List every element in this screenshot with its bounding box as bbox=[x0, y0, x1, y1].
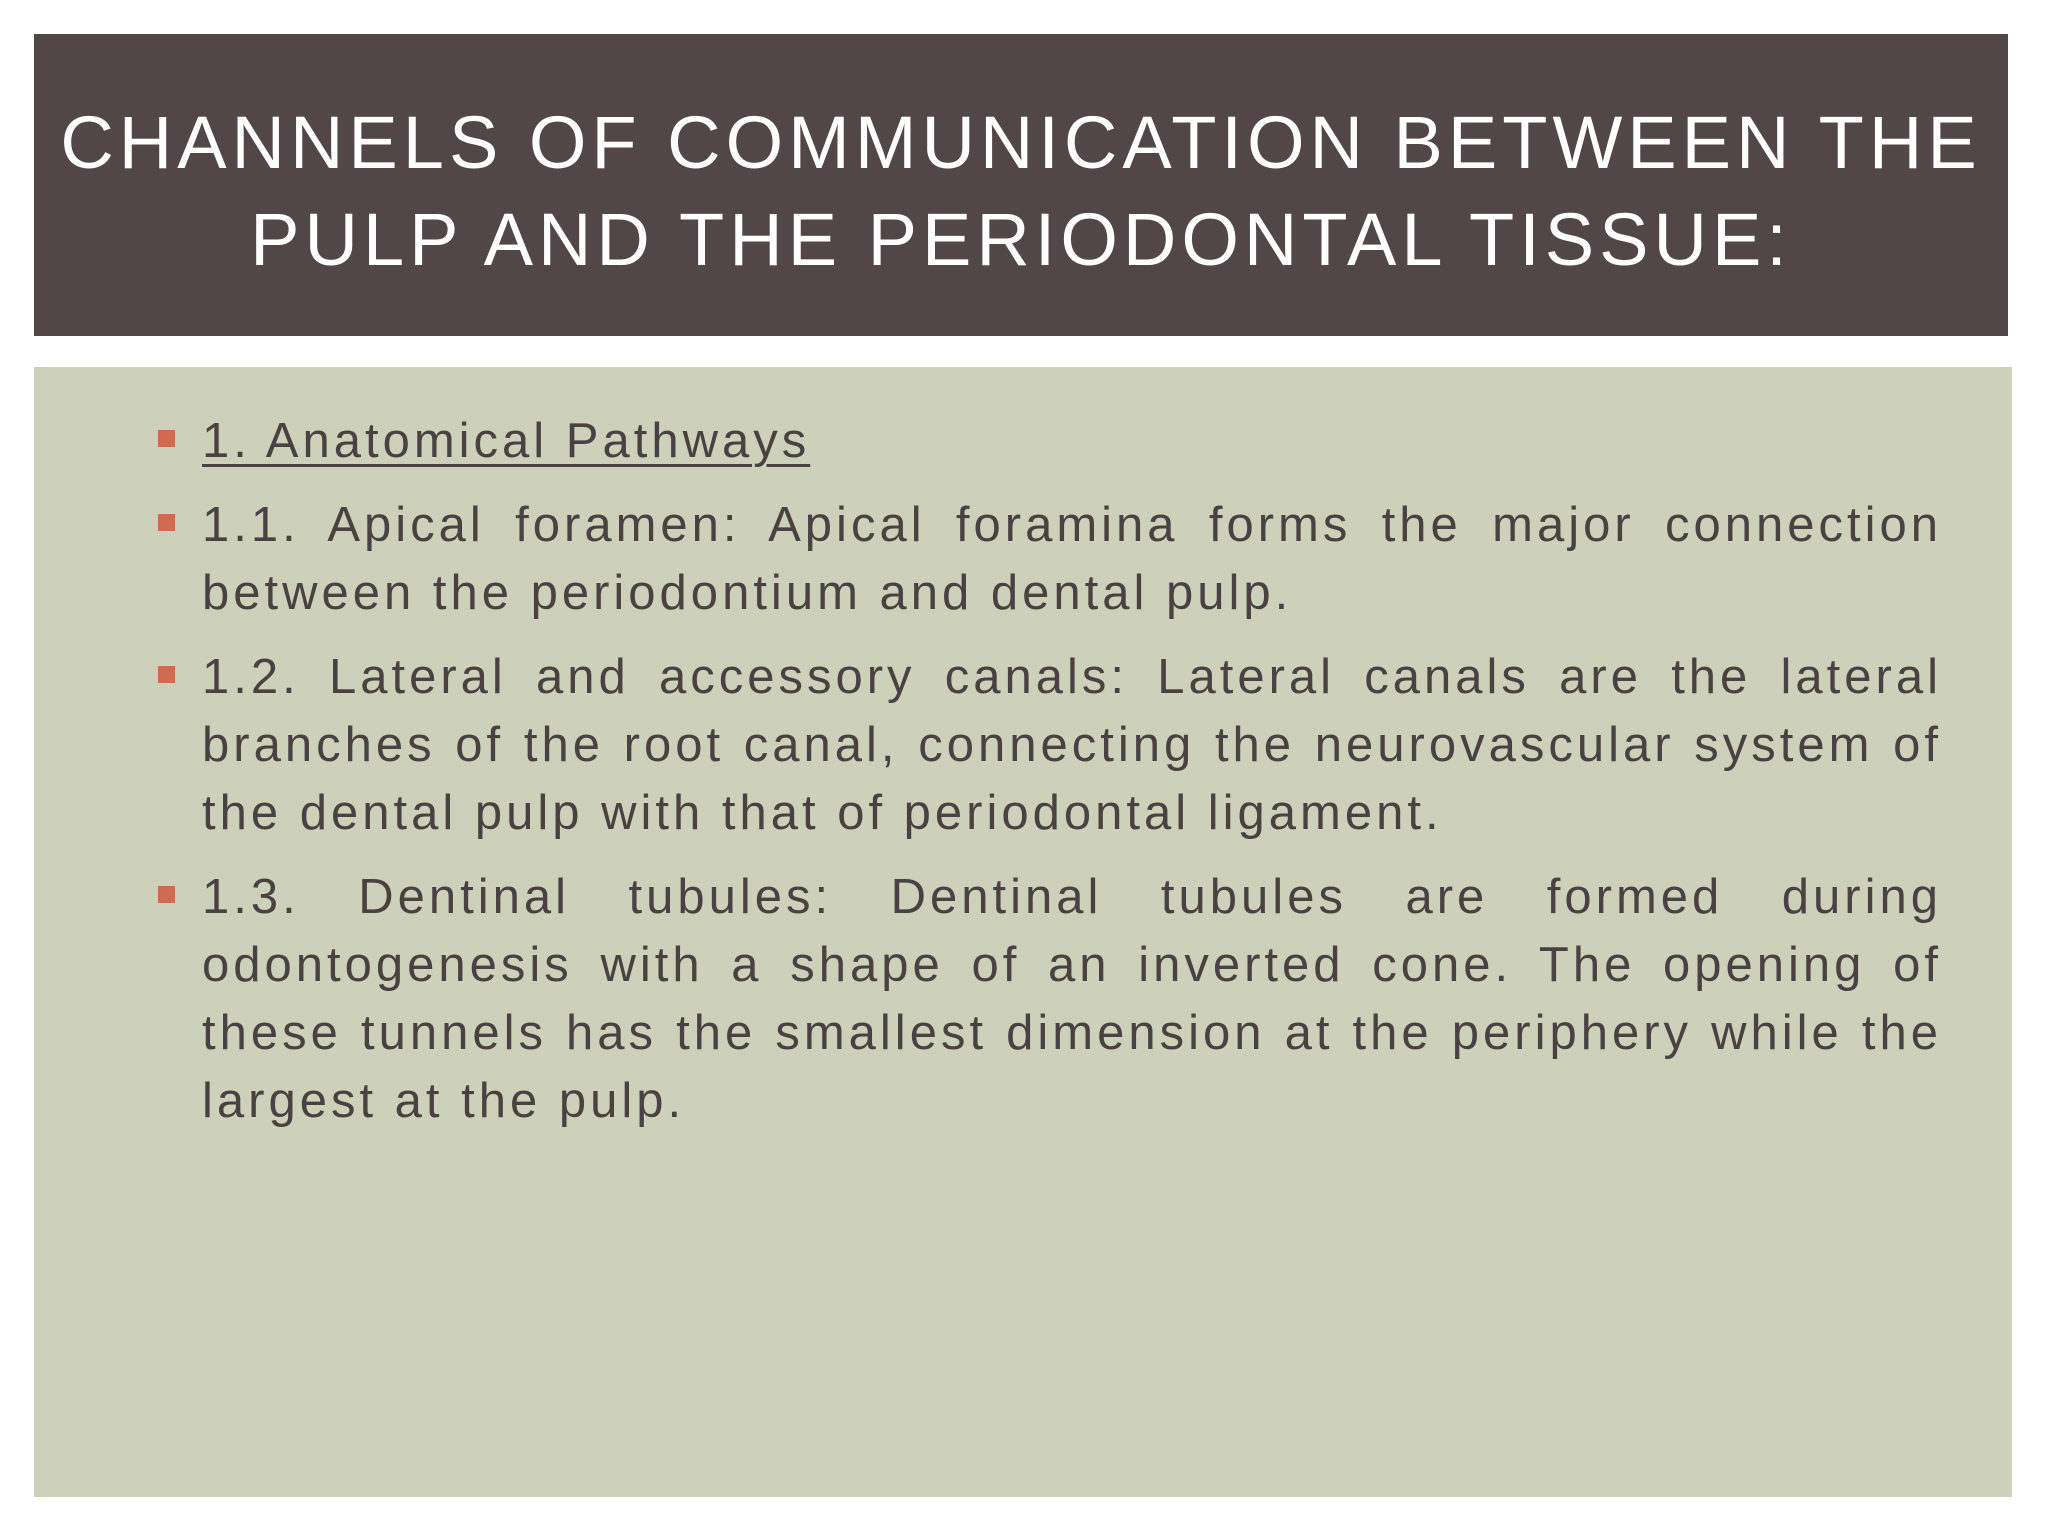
square-bullet-icon bbox=[158, 430, 175, 447]
square-bullet-icon bbox=[158, 514, 175, 531]
square-bullet-icon bbox=[158, 886, 175, 903]
bullet-text: 1.3. Dentinal tubules: Dentinal tubules are formed during odontogenesis with a shape of an inverted cone. The opening of these tunnels has the smallest dimension at the periphery while the largest at the pulp. bbox=[202, 870, 1942, 1128]
bullet-heading: 1. Anatomical Pathways bbox=[202, 414, 811, 468]
content-box bbox=[34, 367, 2012, 1497]
bullet-text: 1.1. Apical foramen: Apical foramina forms the major connection between the periodontium and dental pulp. bbox=[202, 498, 1942, 620]
square-bullet-icon bbox=[158, 666, 175, 683]
bullet-list bbox=[124, 407, 1942, 1151]
slide-title bbox=[34, 94, 2008, 288]
bullet-item-lateral-canals bbox=[124, 643, 1942, 847]
slide-title-line-2: PULP AND THE PERIODONTAL TISSUE: bbox=[250, 198, 1792, 281]
bullet-item-dentinal-tubules bbox=[124, 863, 1942, 1135]
slide-title-line-1: CHANNELS OF COMMUNICATION BETWEEN THE bbox=[60, 101, 1982, 184]
title-bar bbox=[34, 34, 2008, 336]
bullet-item-anatomical-pathways bbox=[124, 407, 1942, 475]
bullet-text: 1.2. Lateral and accessory canals: Lateral canals are the lateral branches of the root canal, connecting the neurovascular system of the dental pulp with that of periodontal ligament. bbox=[202, 650, 1942, 840]
bullet-item-apical-foramen bbox=[124, 491, 1942, 627]
